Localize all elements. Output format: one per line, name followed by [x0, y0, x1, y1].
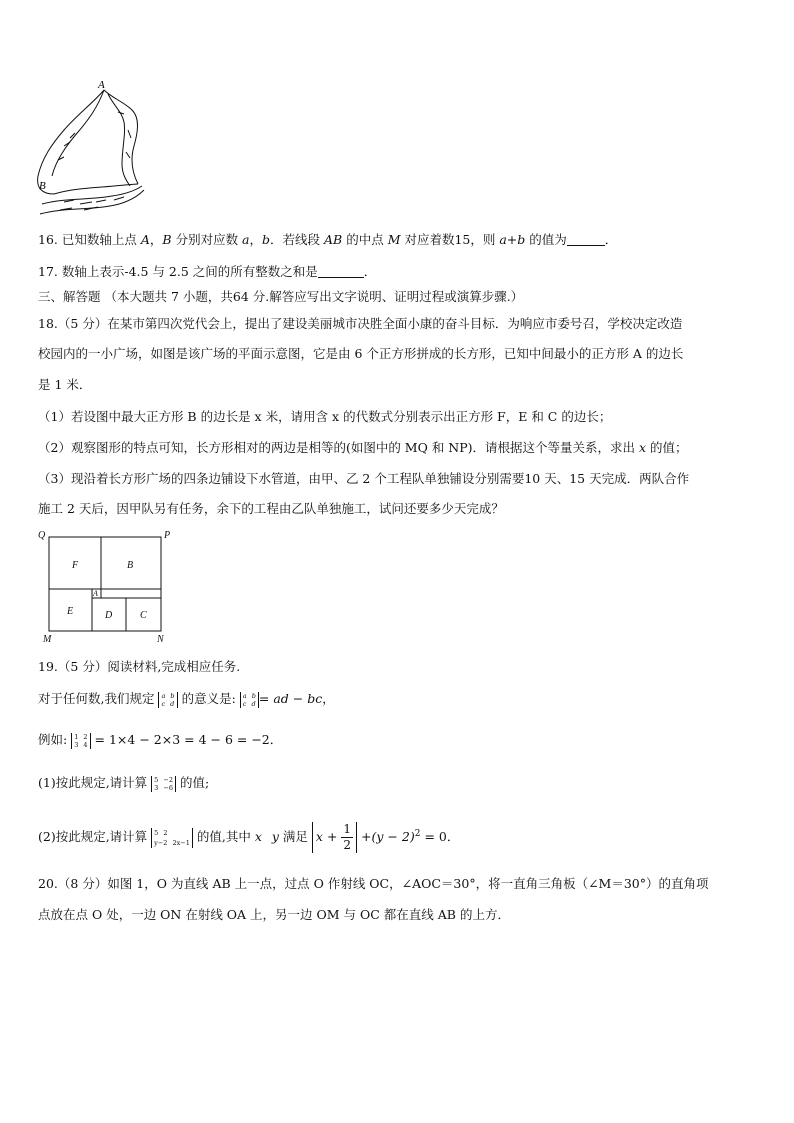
q19-part-2-text-c: 满足 — [282, 829, 308, 844]
q19-example-label: 例如: — [38, 732, 68, 747]
q18-number: 18. — [38, 316, 58, 331]
q19-intro: 阅读材料,完成相应任务. — [107, 659, 241, 674]
q16-var-a: A — [140, 232, 150, 247]
q17-text: 数轴上表示-4.5 与 2.5 之间的所有整数之和是 — [61, 264, 318, 279]
q16-var-m: M — [387, 232, 401, 247]
section-3-note: （本大题共 7 小题，共64 分.解答应写出文字说明、证明过程或演算步骤.） — [104, 289, 524, 304]
q19-def-text-a: 对于任何数,我们规定 — [38, 691, 155, 706]
q19-part-2-det — [151, 828, 193, 848]
river-figure — [34, 76, 166, 222]
q18-line-2: 校园内的一小广场，如图是该广场的平面示意图，它是由 6 个正方形拼成的长方形，已知中间最小的正方形 A 的边长 — [38, 346, 684, 361]
section-3-header — [38, 287, 523, 305]
q19-det-abcd-2 — [240, 692, 259, 708]
q18-sub2-var-x: x — [639, 440, 647, 455]
q19-part-2-det-row-1: 5 2 — [154, 828, 168, 837]
q16-end: ． — [604, 232, 618, 247]
q18-line-3: 是 1 米． — [38, 377, 92, 392]
q19-example-det — [71, 733, 90, 749]
q19-part-2-var-x: x — [254, 829, 262, 844]
q19-paren-term: (y − 2) — [371, 829, 415, 844]
q18-subquestion-3-line-1: （3）现沿着长方形广场的四条边铺设下水管道，由甲、乙 2 个工程队单独铺设分别需要10 天、15 天完成．两队合作 — [38, 471, 690, 486]
section-3-title: 三、解答题 — [38, 289, 101, 304]
q19-part-2-det-row-2: y−2 2x−1 — [154, 838, 190, 847]
q18-sub2-text-b: 的值； — [646, 440, 688, 455]
q16-answer-blank — [567, 233, 605, 246]
q19-det-abcd-row-2: c d — [161, 699, 175, 708]
label-c: C — [140, 610, 147, 621]
river-label-b: B — [39, 180, 46, 192]
q19-part-1 — [38, 773, 209, 792]
q19-frac-numerator: 1 — [343, 822, 352, 836]
q19-example-det-row-2: 3 4 — [74, 740, 88, 749]
q19-def-end: ， — [322, 691, 335, 706]
label-f: F — [72, 560, 79, 571]
q16-var-b-num: b — [262, 232, 271, 247]
q18-line-1 — [38, 314, 682, 332]
q19-part-2-text-a: (2)按此规定,请计算 — [38, 829, 148, 844]
label-q: Q — [38, 530, 46, 541]
q19-part-1-text-b: 的值; — [179, 775, 210, 790]
question-17 — [38, 262, 376, 280]
q19-example — [38, 730, 282, 749]
q18-square-figure — [36, 527, 172, 645]
q16-text-3: 分别对应数 — [171, 232, 243, 247]
q17-answer-blank — [318, 265, 364, 278]
q19-part-2 — [38, 822, 459, 853]
q18-subquestion-1: （1）若设图中最大正方形 B 的边长是 x 米，请用含 x 的代数式分别表示出正方形 F，E 和 C 的边长； — [38, 409, 612, 424]
label-p: P — [164, 530, 171, 541]
q19-part-2-equation — [312, 822, 459, 853]
q16-text-4: ， — [249, 232, 263, 247]
q19-heading — [38, 657, 240, 675]
river-label-a: A — [98, 79, 105, 91]
label-m: M — [43, 634, 52, 645]
q19-det-abcd-row-1: a b — [161, 691, 175, 700]
q19-det-abcd-2-row-1: a b — [242, 691, 256, 700]
q19-part-1-text-a: (1)按此规定,请计算 — [38, 775, 148, 790]
q16-text-7: 对应着数15，则 — [400, 232, 500, 247]
q18-points: （5 分） — [57, 316, 108, 331]
q19-plus: + — [361, 829, 372, 844]
q19-part-1-det-row-2: 3 −6 — [154, 783, 173, 792]
q19-part-1-det-row-1: 5 −2 — [154, 775, 173, 784]
q16-var-ab: AB — [324, 232, 343, 247]
q19-frac-denominator: 2 — [343, 838, 352, 852]
q16-text-6: 的中点 — [342, 232, 388, 247]
q20-points: （8 分） — [57, 876, 108, 891]
q19-equals-zero: = 0． — [424, 829, 460, 844]
q16-text-2: ， — [149, 232, 163, 247]
q20-number: 20. — [38, 876, 58, 891]
q16-var-sum: a+b — [499, 232, 526, 247]
q20-text-1: 如图 1，O 为直线 AB 上一点，过点 O 作射线 OC，∠AOC＝30°，将一直角三角板（∠M＝30°）的直角项 — [107, 876, 709, 891]
q19-def-formula: = ad − bc — [258, 691, 323, 706]
q17-end: ． — [363, 264, 377, 279]
q18-subquestion-3-line-2: 施工 2 天后，因甲队另有任务，余下的工程由乙队单独施工，试问还要多少天完成？ — [38, 501, 504, 516]
q20-line-1 — [38, 874, 709, 892]
q18-text-1: 在某市第四次党代会上，提出了建设美丽城市决胜全面小康的奋斗目标．为响应市委号召，学校决定改造 — [107, 316, 683, 331]
question-16 — [38, 230, 617, 248]
q19-points: （5 分） — [57, 659, 108, 674]
q18-sub2-text-a: （2）观察图形的特点可知，长方形相对的两边是相等的(如图中的 MQ 和 NP)．请根据这个等量关系，求出 — [38, 440, 639, 455]
label-a: A — [93, 589, 98, 598]
q19-exponent: 2 — [414, 828, 421, 839]
q19-part-1-det — [151, 776, 176, 792]
q16-text-8: 的值为 — [525, 232, 567, 247]
label-b: B — [127, 560, 134, 571]
q20-line-2: 点放在点 O 处，一边 ON 在射线 OA 上，另一边 OM 与 OC 都在直线 AB 的上方． — [38, 907, 510, 922]
q19-definition — [38, 689, 335, 708]
label-e: E — [67, 606, 74, 617]
q16-var-b: B — [162, 232, 172, 247]
q19-det-abcd-2-row-2: c d — [242, 699, 256, 708]
q19-abs-x-plus: x + — [315, 829, 338, 844]
q16-var-a-num: a — [242, 232, 250, 247]
q19-example-result: = 1×4 − 2×3 = 4 − 6 = −2． — [94, 732, 283, 747]
q17-number: 17. — [38, 264, 58, 279]
river-outline — [38, 90, 144, 214]
q16-text-5: ．若线段 — [270, 232, 325, 247]
q16-number: 16. — [38, 232, 58, 247]
q19-det-abcd — [158, 692, 177, 708]
q16-text-1: 已知数轴上点 — [61, 232, 141, 247]
q19-number: 19. — [38, 659, 58, 674]
label-d: D — [105, 610, 113, 621]
q19-example-det-row-1: 1 2 — [74, 732, 88, 741]
q18-subquestion-2 — [38, 438, 688, 456]
q19-part-2-var-y: y — [271, 829, 279, 844]
q19-part-2-text-b: 的值,其中 — [196, 829, 251, 844]
q19-def-text-b: 的意义是: — [181, 691, 236, 706]
label-n: N — [157, 634, 164, 645]
